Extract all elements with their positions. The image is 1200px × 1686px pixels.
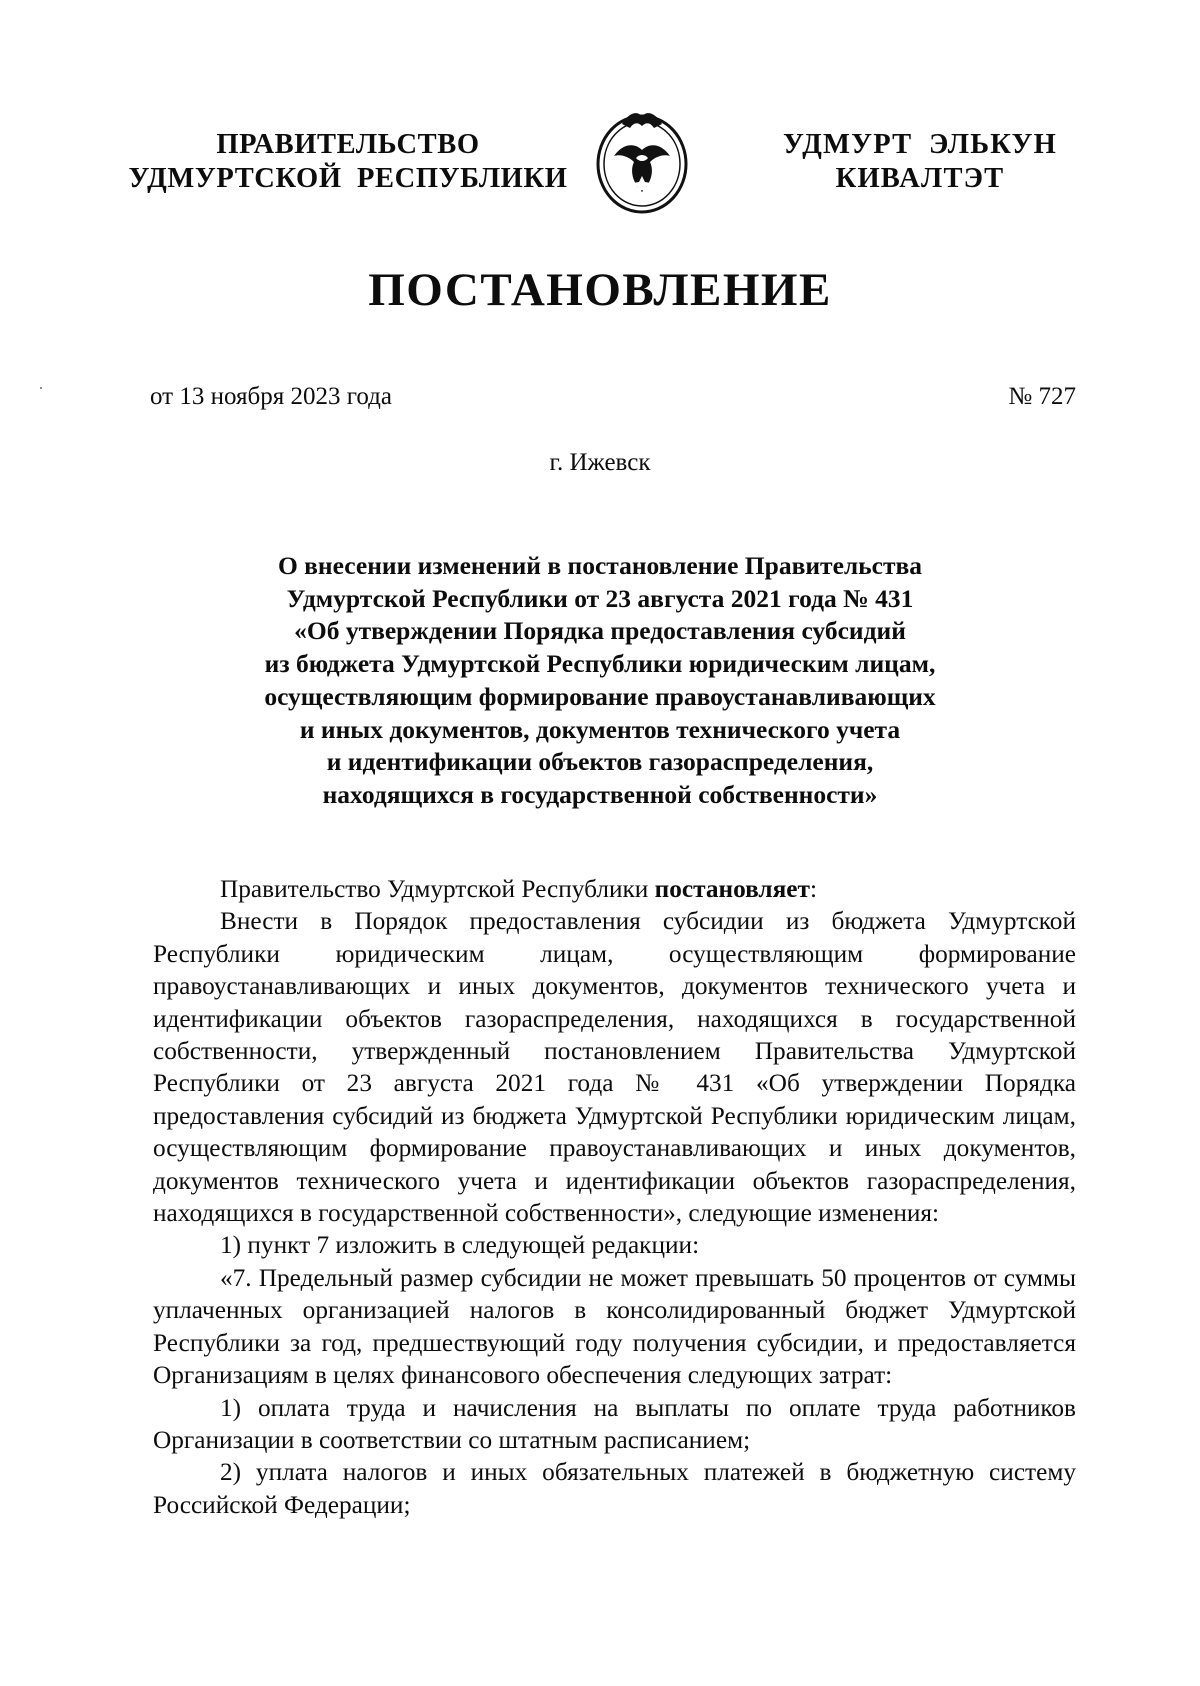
title-line: Удмуртской Республики от 23 августа 2021 года № 431 (286, 583, 914, 613)
document-date: от 13 ноября 2023 года (150, 383, 392, 410)
scan-artifact-dot (40, 387, 42, 389)
resolution-intro (153, 873, 1076, 905)
udmurtia-coat-of-arms-icon (592, 106, 692, 218)
document-city: г. Ижевск (549, 449, 651, 476)
issuer-name-udmurt (770, 128, 1070, 196)
title-line: находящихся в государственной собственности» (322, 779, 878, 809)
issuer-line: ПРАВИТЕЛЬСТВО (216, 129, 480, 160)
title-line: осуществляющим формирование правоустанавливающих (264, 681, 936, 711)
body-paragraph: 1) пункт 7 изложить в следующей редакции: (220, 1231, 700, 1260)
issuer-line: УДМУРТ ЭЛЬКУН (782, 129, 1058, 160)
intro-prefix: Правительство Удмуртской Республики (220, 875, 655, 903)
document-header (0, 126, 1200, 236)
body-paragraph: «7. Предельный размер субсидии не может превышать 50 процентов от суммы уплаченных организацией налогов в консолидированный бюджет Удмуртской Республики за год, предшествующий году получения субсидии, и предоставляется Организациям в целях финансового обеспечения следующих затрат: (153, 1263, 1076, 1390)
title-line: «Об утверждении Порядка предоставления субсидий (294, 616, 906, 646)
body-paragraph: 1) оплата труда и начисления на выплаты по оплате труда работников Организации в соответствии со штатным расписанием; (153, 1393, 1076, 1454)
title-line: и идентификации объектов газораспределения, (326, 747, 874, 777)
document-body (153, 873, 1076, 1521)
issuer-line: УДМУРТСКОЙ РЕСПУБЛИКИ (128, 163, 568, 194)
body-paragraph: Внести в Порядок предоставления субсидии из бюджета Удмуртской Республики юридическим лицам, осуществляющим формирование правоустанавливающих и иных документов, документов технического учета и идентификации объектов газораспределения, находящихся в государственной собственности, утвержденный постановлением Правительства Удмуртской Республики от 23 августа 2021 года № 431 «Об утверждении Порядка предоставления субсидий из бюджета Удмуртской Республики юридическим лицам, осуществляющим формирование правоустанавливающих и иных документов, документов технического учета и идентификации объектов газораспределения, находящихся в государственной собственности», следующие изменения: (153, 907, 1076, 1228)
issuer-name-russian (128, 128, 568, 196)
document-type-title: ПОСТАНОВЛЕНИЕ (368, 264, 832, 316)
title-line: О внесении изменений в постановление Правительства (277, 551, 923, 580)
intro-verb: постановляет (654, 875, 810, 903)
body-paragraph: 2) уплата налогов и иных обязательных платежей в бюджетную систему Российской Федерации; (153, 1458, 1076, 1519)
title-line: и иных документов, документов технического учета (299, 714, 901, 744)
intro-suffix: : (809, 875, 817, 903)
document-number: № 727 (1008, 383, 1076, 410)
title-line: из бюджета Удмуртской Республики юридическим лицам, (264, 649, 936, 679)
emblem-graphic (592, 106, 692, 218)
issuer-line: КИВАЛТЭТ (835, 163, 1005, 194)
document-subject-title (200, 550, 1000, 812)
